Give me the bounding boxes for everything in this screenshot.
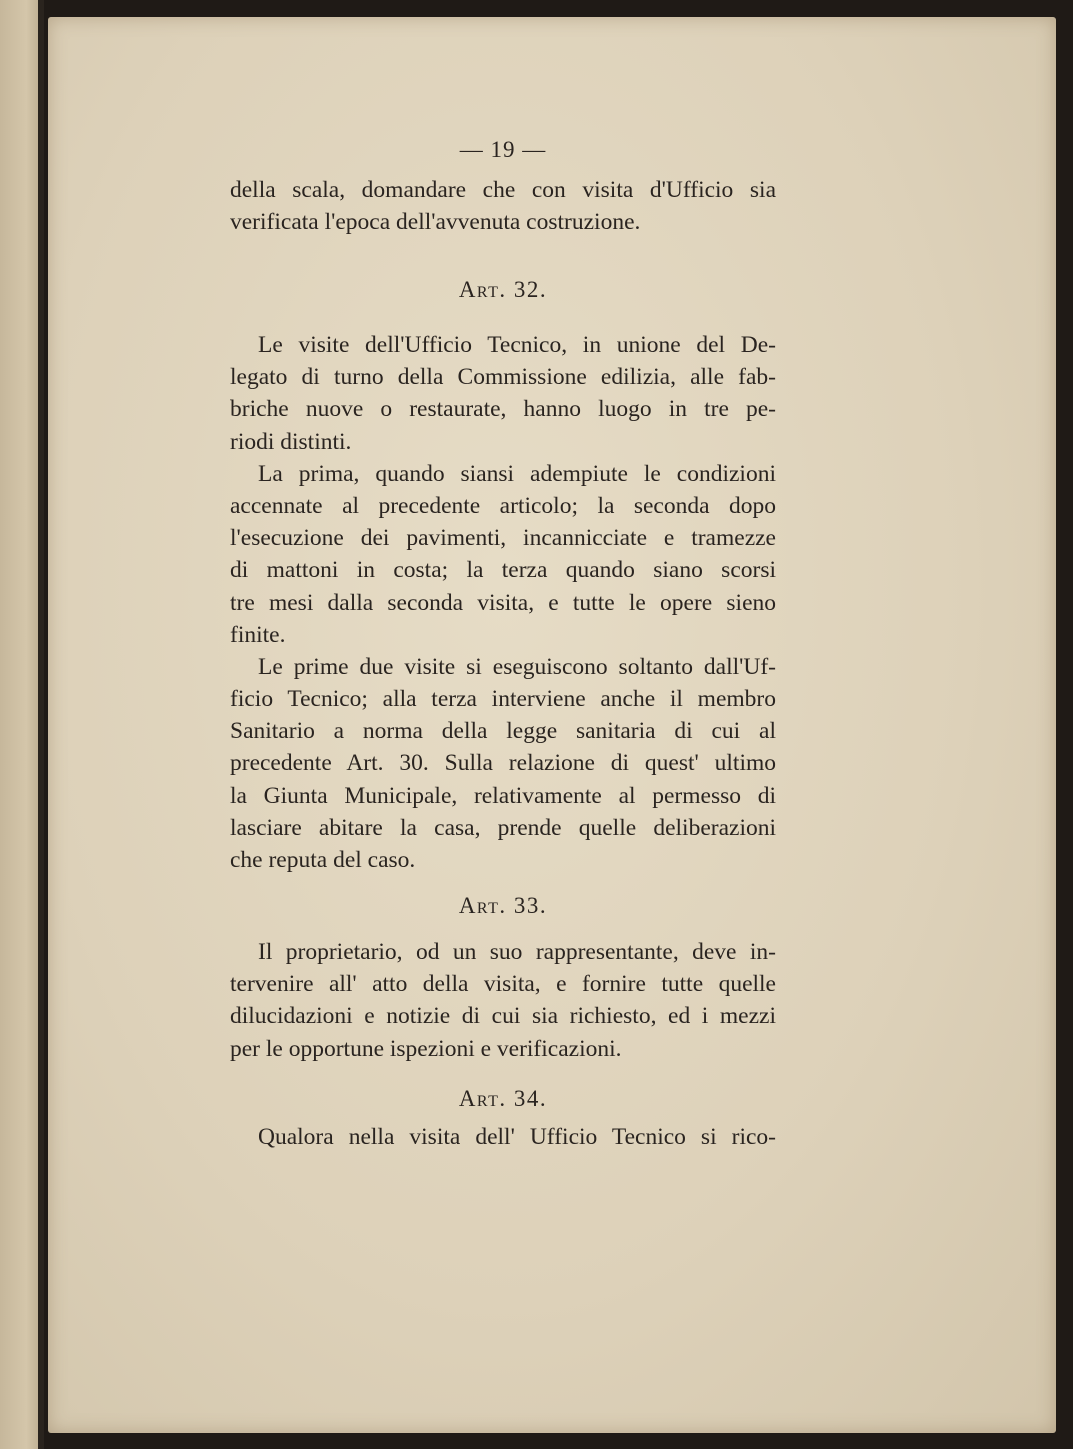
text-line: della scala, domandare che con visita d'Ufficio sia xyxy=(230,177,776,203)
article-34-body xyxy=(230,1121,776,1153)
text-line: Le visite dell'Ufficio Tecnico, in unione del De- xyxy=(258,332,776,358)
text-line: Sanitario a norma della legge sanitaria di cui al xyxy=(230,718,776,745)
article-heading: Art. 34. xyxy=(458,1086,548,1111)
text-line: ficio Tecnico; alla terza interviene anche il membro xyxy=(230,686,776,713)
text-line: riodi distinti. xyxy=(230,428,352,455)
text-line: La prima, quando siansi adempiute le condizioni xyxy=(258,460,776,487)
text-line: per le opportune ispezioni e verificazioni. xyxy=(230,1035,622,1062)
text-line: la Giunta Municipale, relativamente al permesso di xyxy=(230,782,776,809)
text-line: Il proprietario, od un suo rappresentante, deve in- xyxy=(258,939,776,965)
page-number: — 19 — xyxy=(459,137,547,162)
text-line: legato di turno della Commissione edilizia, alle fab- xyxy=(230,364,776,391)
article-heading-34-wrap xyxy=(230,1083,776,1115)
text-line: tre mesi dalla seconda visita, e tutte le opere sieno xyxy=(230,589,776,616)
text-line: briche nuove o restaurate, hanno luogo in tre pe- xyxy=(230,396,776,423)
text-line: finite. xyxy=(230,621,286,648)
article-33-body xyxy=(230,936,776,1065)
text-line: accennate al precedente articolo; la seconda dopo xyxy=(230,492,776,519)
text-line: precedente Art. 30. Sulla relazione di quest' ultimo xyxy=(230,750,776,777)
article-32-body xyxy=(230,329,776,876)
text-line: che reputa del caso. xyxy=(230,847,416,873)
book-page xyxy=(48,17,1056,1433)
text-line: tervenire all' atto della visita, e fornire tutte quelle xyxy=(230,971,776,998)
intro-paragraph xyxy=(230,174,776,238)
text-line: di mattoni in costa; la terza quando siano scorsi xyxy=(230,557,776,584)
article-heading: Art. 33. xyxy=(458,893,548,918)
article-heading-33-wrap xyxy=(230,890,776,922)
text-line: lasciare abitare la casa, prende quelle deliberazioni xyxy=(230,814,776,841)
text-line: dilucidazioni e notizie di cui sia richiesto, ed i mezzi xyxy=(230,1003,776,1030)
text-line: Le prime due visite si eseguiscono soltanto dall'Uf- xyxy=(258,653,776,680)
book-gutter xyxy=(38,0,44,1449)
text-line: verificata l'epoca dell'avvenuta costruzione. xyxy=(230,209,641,236)
article-heading: Art. 32. xyxy=(458,277,548,302)
article-heading-32-wrap xyxy=(230,274,776,306)
text-line: l'esecuzione dei pavimenti, incannicciate e tramezze xyxy=(230,525,776,552)
text-line: Qualora nella visita dell' Ufficio Tecnico si rico- xyxy=(258,1124,776,1150)
